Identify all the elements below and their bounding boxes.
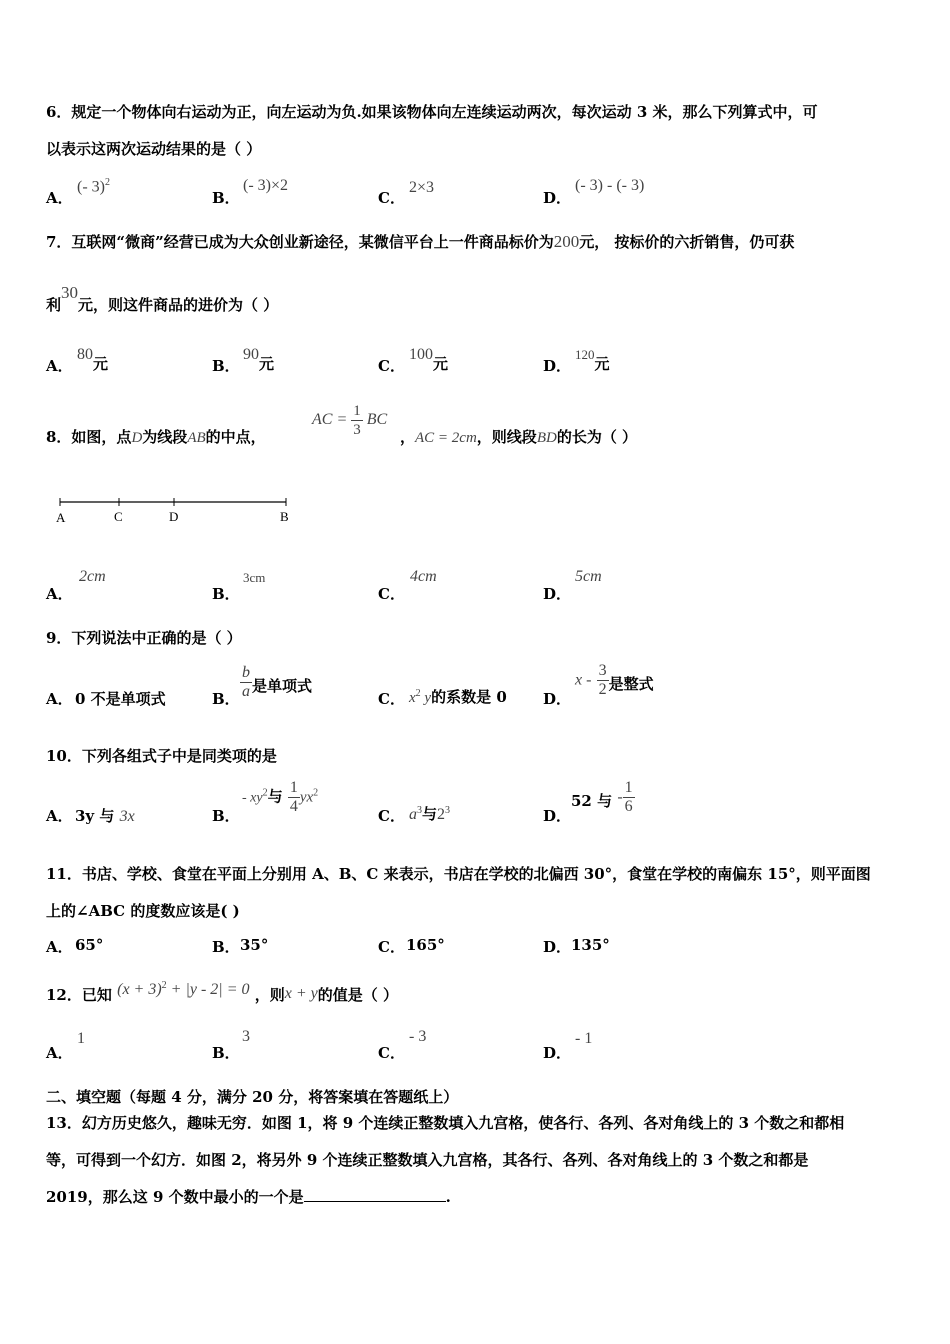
q11-option-a[interactable]: 65° — [75, 936, 104, 954]
q10-option-c[interactable]: $a^3$与$2^3$ — [409, 805, 451, 823]
q13-stem-line3: 2019，那么这 9 个数中最小的一个是 . — [46, 1188, 451, 1206]
q12-label-b: B． — [212, 1044, 240, 1062]
q7-stem-line2: 利30元，则这件商品的进价为（ ） — [46, 283, 279, 314]
q12-option-c[interactable]: - 3 — [409, 1028, 427, 1045]
q6-option-b[interactable]: (- 3)×2 — [243, 177, 289, 194]
q8-stem: 8．如图，点D为线段AB的中点， — [46, 428, 266, 446]
q8-label-b: B． — [212, 585, 240, 603]
q7-option-d[interactable]: 120元 — [575, 347, 610, 373]
q8-segment-figure — [50, 492, 300, 526]
q10-stem: 10．下列各组式子中是同类项的是 — [46, 747, 277, 765]
q11-option-d[interactable]: 135° — [571, 936, 610, 954]
point-c-label: C — [114, 509, 123, 524]
q12-option-b[interactable]: 3 — [242, 1028, 250, 1045]
q9-label-d: D． — [543, 690, 572, 708]
q11-stem-line2: 上的∠ABC 的度数应该是( ) — [46, 902, 240, 920]
q8-label-c: C． — [378, 585, 405, 603]
q10-label-d: D． — [543, 807, 572, 825]
q8-eq1: AC = $\frac{1}{3}$ BC — [312, 403, 388, 438]
q6-option-d[interactable]: (- 3) - (- 3) — [575, 177, 645, 194]
q10-option-b[interactable]: - $xy^2$与 $\frac{1}{4}$ $yx^2$ — [242, 779, 319, 815]
q7-label-a: A． — [46, 357, 73, 375]
q11-option-b[interactable]: 35° — [240, 936, 269, 954]
q11-label-a: A． — [46, 938, 73, 956]
q6-stem-line1: 6．规定一个物体向右运动为正，向左运动为负.如果该物体向左连续运动两次，每次运动 3 米，那么下列算式中，可 — [46, 103, 818, 121]
q8-label-a: A． — [46, 585, 73, 603]
q7-option-b[interactable]: 90元 — [243, 346, 275, 373]
q6-stem-line2: 以表示这两次运动结果的是（ ） — [46, 140, 262, 158]
q6-label-d: D． — [543, 189, 572, 207]
q8-option-b[interactable]: 3cm — [243, 570, 266, 585]
q9-label-c: C． — [378, 690, 405, 708]
q7-option-a[interactable]: 80元 — [77, 346, 109, 373]
q12-label-c: C． — [378, 1044, 405, 1062]
q8-stem-part2: ，AC = 2cm，则线段BD的长为（ ） — [400, 428, 638, 446]
q10-label-b: B． — [212, 807, 240, 825]
q12-option-a[interactable]: 1 — [77, 1030, 85, 1047]
q11-stem-line1: 11．书店、学校、食堂在平面上分别用 A、B、C 来表示，书店在学校的北偏西 30°，食堂在学校的南偏东 15°，则平面图 — [46, 865, 871, 883]
section-title: 二、填空题（每题 4 分，满分 20 分，将答案填在答题纸上） — [46, 1088, 459, 1106]
q12-label-a: A． — [46, 1044, 73, 1062]
q6-option-a[interactable]: (- 3)$^2$ — [77, 177, 110, 196]
q7-price: 200 — [553, 232, 580, 251]
q11-label-c: C． — [378, 938, 405, 956]
q10-label-a: A． — [46, 807, 73, 825]
q7-label-b: B． — [212, 357, 240, 375]
q7-label-d: D． — [543, 357, 572, 375]
q10-option-a[interactable]: 3y 与 3x — [75, 807, 135, 825]
q8-option-d[interactable]: 5cm — [575, 568, 602, 585]
point-a-label: A — [56, 510, 66, 525]
q12-label-d: D． — [543, 1044, 572, 1062]
point-b-label: B — [280, 509, 289, 524]
q6-option-c[interactable]: 2×3 — [409, 179, 435, 196]
q12-stem: 12．已知 $(x + 3)^2 + |y - 2| = 0$ ，则x + y的值是（ ） — [46, 980, 398, 1004]
q9-stem: 9．下列说法中正确的是（ ） — [46, 629, 242, 647]
q7-option-c[interactable]: 100元 — [409, 346, 449, 373]
q13-stem-line1: 13．幻方历史悠久，趣味无穷．如图 1，将 9 个连续正整数填入九宫格，使各行、各列、各对角线上的 3 个数之和都相 — [46, 1114, 845, 1132]
q10-option-d[interactable]: 52 与 - $\frac{1}{6}$ — [571, 779, 633, 815]
point-d-label: D — [169, 509, 179, 524]
q8-label-d: D． — [543, 585, 572, 603]
q11-label-d: D． — [543, 938, 572, 956]
q13-stem-line2: 等，可得到一个幻方．如图 2，将另外 9 个连续正整数填入九宫格，其各行、各列、各对角线上的 3 个数之和都是 — [46, 1151, 809, 1169]
q8-option-a[interactable]: 2cm — [79, 568, 106, 585]
q6-label-b: B． — [212, 189, 240, 207]
q11-option-c[interactable]: 165° — [406, 936, 445, 954]
q11-label-b: B． — [212, 938, 240, 956]
q7-label-c: C． — [378, 357, 405, 375]
q6-label-c: C． — [378, 189, 405, 207]
q8-option-c[interactable]: 4cm — [410, 568, 437, 585]
q9-option-a[interactable]: 0 不是单项式 — [75, 690, 166, 708]
q7-profit: 30 — [61, 283, 79, 302]
q10-label-c: C． — [378, 807, 405, 825]
q12-option-d[interactable]: - 1 — [575, 1030, 593, 1047]
q9-option-b[interactable]: $\frac{b}{a}$ 是单项式 — [242, 664, 313, 700]
q6-label-a: A． — [46, 189, 73, 207]
q9-label-a: A． — [46, 690, 73, 708]
q13-answer-blank[interactable] — [304, 1187, 446, 1202]
q7-stem-line1: 7．互联网“微商”经营已成为大众创业新途径，某微信平台上一件商品标价为200元， 按标价的六折销售，仍可获 — [46, 232, 795, 251]
q9-option-c[interactable]: $x^2$ y的系数是 0 — [409, 688, 507, 706]
q9-label-b: B． — [212, 690, 240, 708]
q9-option-d[interactable]: x - $\frac{3}{2}$ 是整式 — [575, 662, 654, 698]
